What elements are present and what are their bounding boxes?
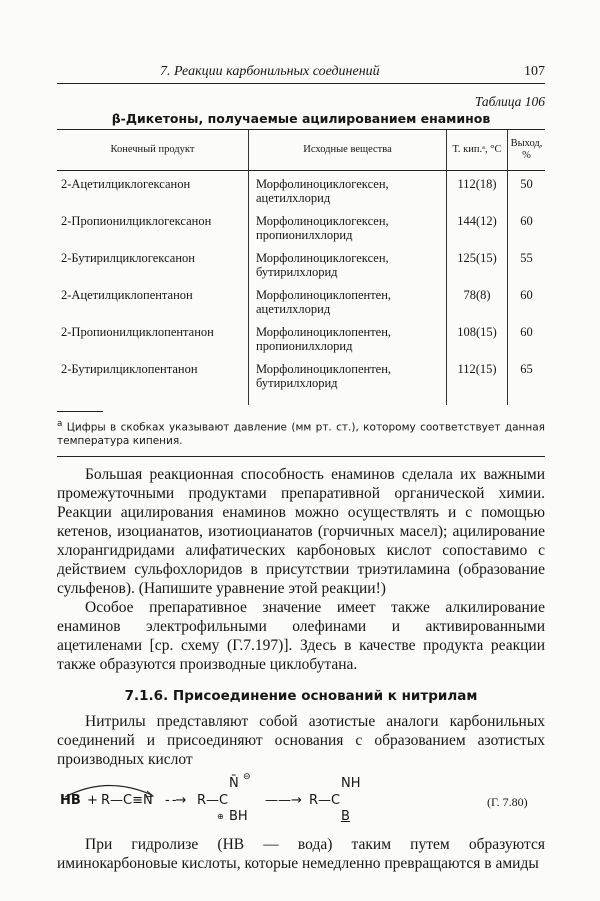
- page-number: 107: [524, 64, 545, 79]
- product-b: B: [341, 808, 350, 824]
- boiling-point-cell: 112(15): [446, 356, 507, 393]
- table-spacer: [248, 393, 446, 405]
- table-spacer: [507, 393, 545, 405]
- product-formula: R—C: [309, 792, 341, 808]
- intermediate-formula: R—C: [197, 792, 229, 808]
- footnote-text: Цифры в скобках указывают давление (мм рт. ст.), которому соответствует данная температура кипения.: [57, 421, 545, 447]
- yield-cell: 60: [507, 282, 545, 319]
- reagents-cell: Морфолиноциклогексен, бутирилхлорид: [248, 245, 446, 282]
- yield-cell: 65: [507, 356, 545, 393]
- dashed-arrow-icon: - -→: [165, 792, 186, 808]
- page-header: [57, 64, 545, 84]
- reagents-cell: Морфолиноциклопентен, пропионилхлорид: [248, 319, 446, 356]
- section-heading: 7.1.6. Присоединение оснований к нитрилам: [124, 687, 478, 704]
- reagents-cell: Морфолиноциклогексен, пропионилхлорид: [248, 208, 446, 245]
- nitrile-formula: R—C≡N: [101, 792, 153, 808]
- footnote-rule: [57, 411, 103, 412]
- product-cell: 2-Пропионилциклопентанон: [61, 325, 214, 339]
- boiling-point-cell: 144(12): [446, 208, 507, 245]
- yield-cell: 60: [507, 319, 545, 356]
- charge-minus: ⊖: [243, 771, 251, 782]
- product-cell: 2-Пропионилциклогексанон: [61, 214, 212, 228]
- boiling-point-cell: 125(15): [446, 245, 507, 282]
- column-header: Конечный продукт: [57, 130, 248, 171]
- running-title: 7. Реакции карбонильных соединений: [160, 64, 380, 79]
- product-nh: NH: [341, 775, 361, 791]
- intermediate-n: N̄: [229, 775, 239, 791]
- table-spacer: [446, 393, 507, 405]
- reagent-hb: HB: [60, 792, 81, 808]
- charge-plus: ⊕: [217, 811, 224, 821]
- column-header: Исходные вещества: [248, 130, 446, 171]
- data-table: [57, 129, 545, 405]
- table-footnote: [57, 418, 545, 457]
- paragraph: Особое препаративное значение имеет также алкилирование енаминов электрофильными олефинами и активированными ацетиленами [ср. схему (Г.7.197)]. Здесь в качестве продукта реакции также образуются производные циклобутана.: [57, 598, 545, 673]
- column-header: Т. кип.ᵃ, °C: [446, 130, 507, 171]
- yield-cell: 50: [507, 171, 545, 208]
- table-title: β-Дикетоны, получаемые ацилированием енаминов: [111, 111, 491, 126]
- footnote-mark: а: [57, 419, 63, 429]
- boiling-point-cell: 78(8): [446, 282, 507, 319]
- reagents-cell: Морфолиноциклопентен, бутирилхлорид: [248, 356, 446, 393]
- boiling-point-cell: 108(15): [446, 319, 507, 356]
- product-cell: 2-Ацетилциклогексанон: [61, 177, 191, 191]
- reagents-cell: Морфолиноциклопентен, ацетилхлорид: [248, 282, 446, 319]
- product-cell: 2-Бутирилциклогексанон: [61, 251, 195, 265]
- table-spacer: [57, 393, 248, 405]
- paragraph: При гидролизе (HB — вода) таким путем образуются иминокарбоновые кислоты, которые немедленно превращаются в амиды: [57, 835, 545, 872]
- reagents-cell: Морфолиноциклогексен, ацетилхлорид: [248, 171, 446, 208]
- equation-label: (Г. 7.80): [487, 794, 528, 809]
- product-cell: 2-Бутирилциклопентанон: [61, 362, 198, 376]
- reaction-arrow-icon: ——→: [265, 792, 302, 808]
- paragraph: Большая реакционная способность енаминов сделала их важными промежуточными продуктами препаративной органической химии. Реакции ацилирования енаминов можно осуществлять и с помощью кетенов, изоцианатов, изотиоцианатов (горчичных масел); ацилирование хлорангидридами алифатических карбоновых кислот сопоставимо с действием сульфохлоридов в присутствии триэтиламина (образование сульфенов). (Напишите уравнение этой реакции!): [57, 465, 545, 597]
- table-caption: Таблица 106: [474, 94, 545, 109]
- column-header: Выход, %: [507, 130, 545, 171]
- intermediate-bh: BH: [229, 808, 248, 824]
- plus-sign: +: [87, 792, 98, 808]
- product-cell: 2-Ацетилциклопентанон: [61, 288, 193, 302]
- yield-cell: 60: [507, 208, 545, 245]
- yield-cell: 55: [507, 245, 545, 282]
- paragraph: Нитрилы представляют собой азотистые аналоги карбонильных соединений и присоединяют основания с образованием азотистых производных кислот: [57, 712, 545, 768]
- boiling-point-cell: 112(18): [446, 171, 507, 208]
- reaction-scheme: [57, 771, 545, 831]
